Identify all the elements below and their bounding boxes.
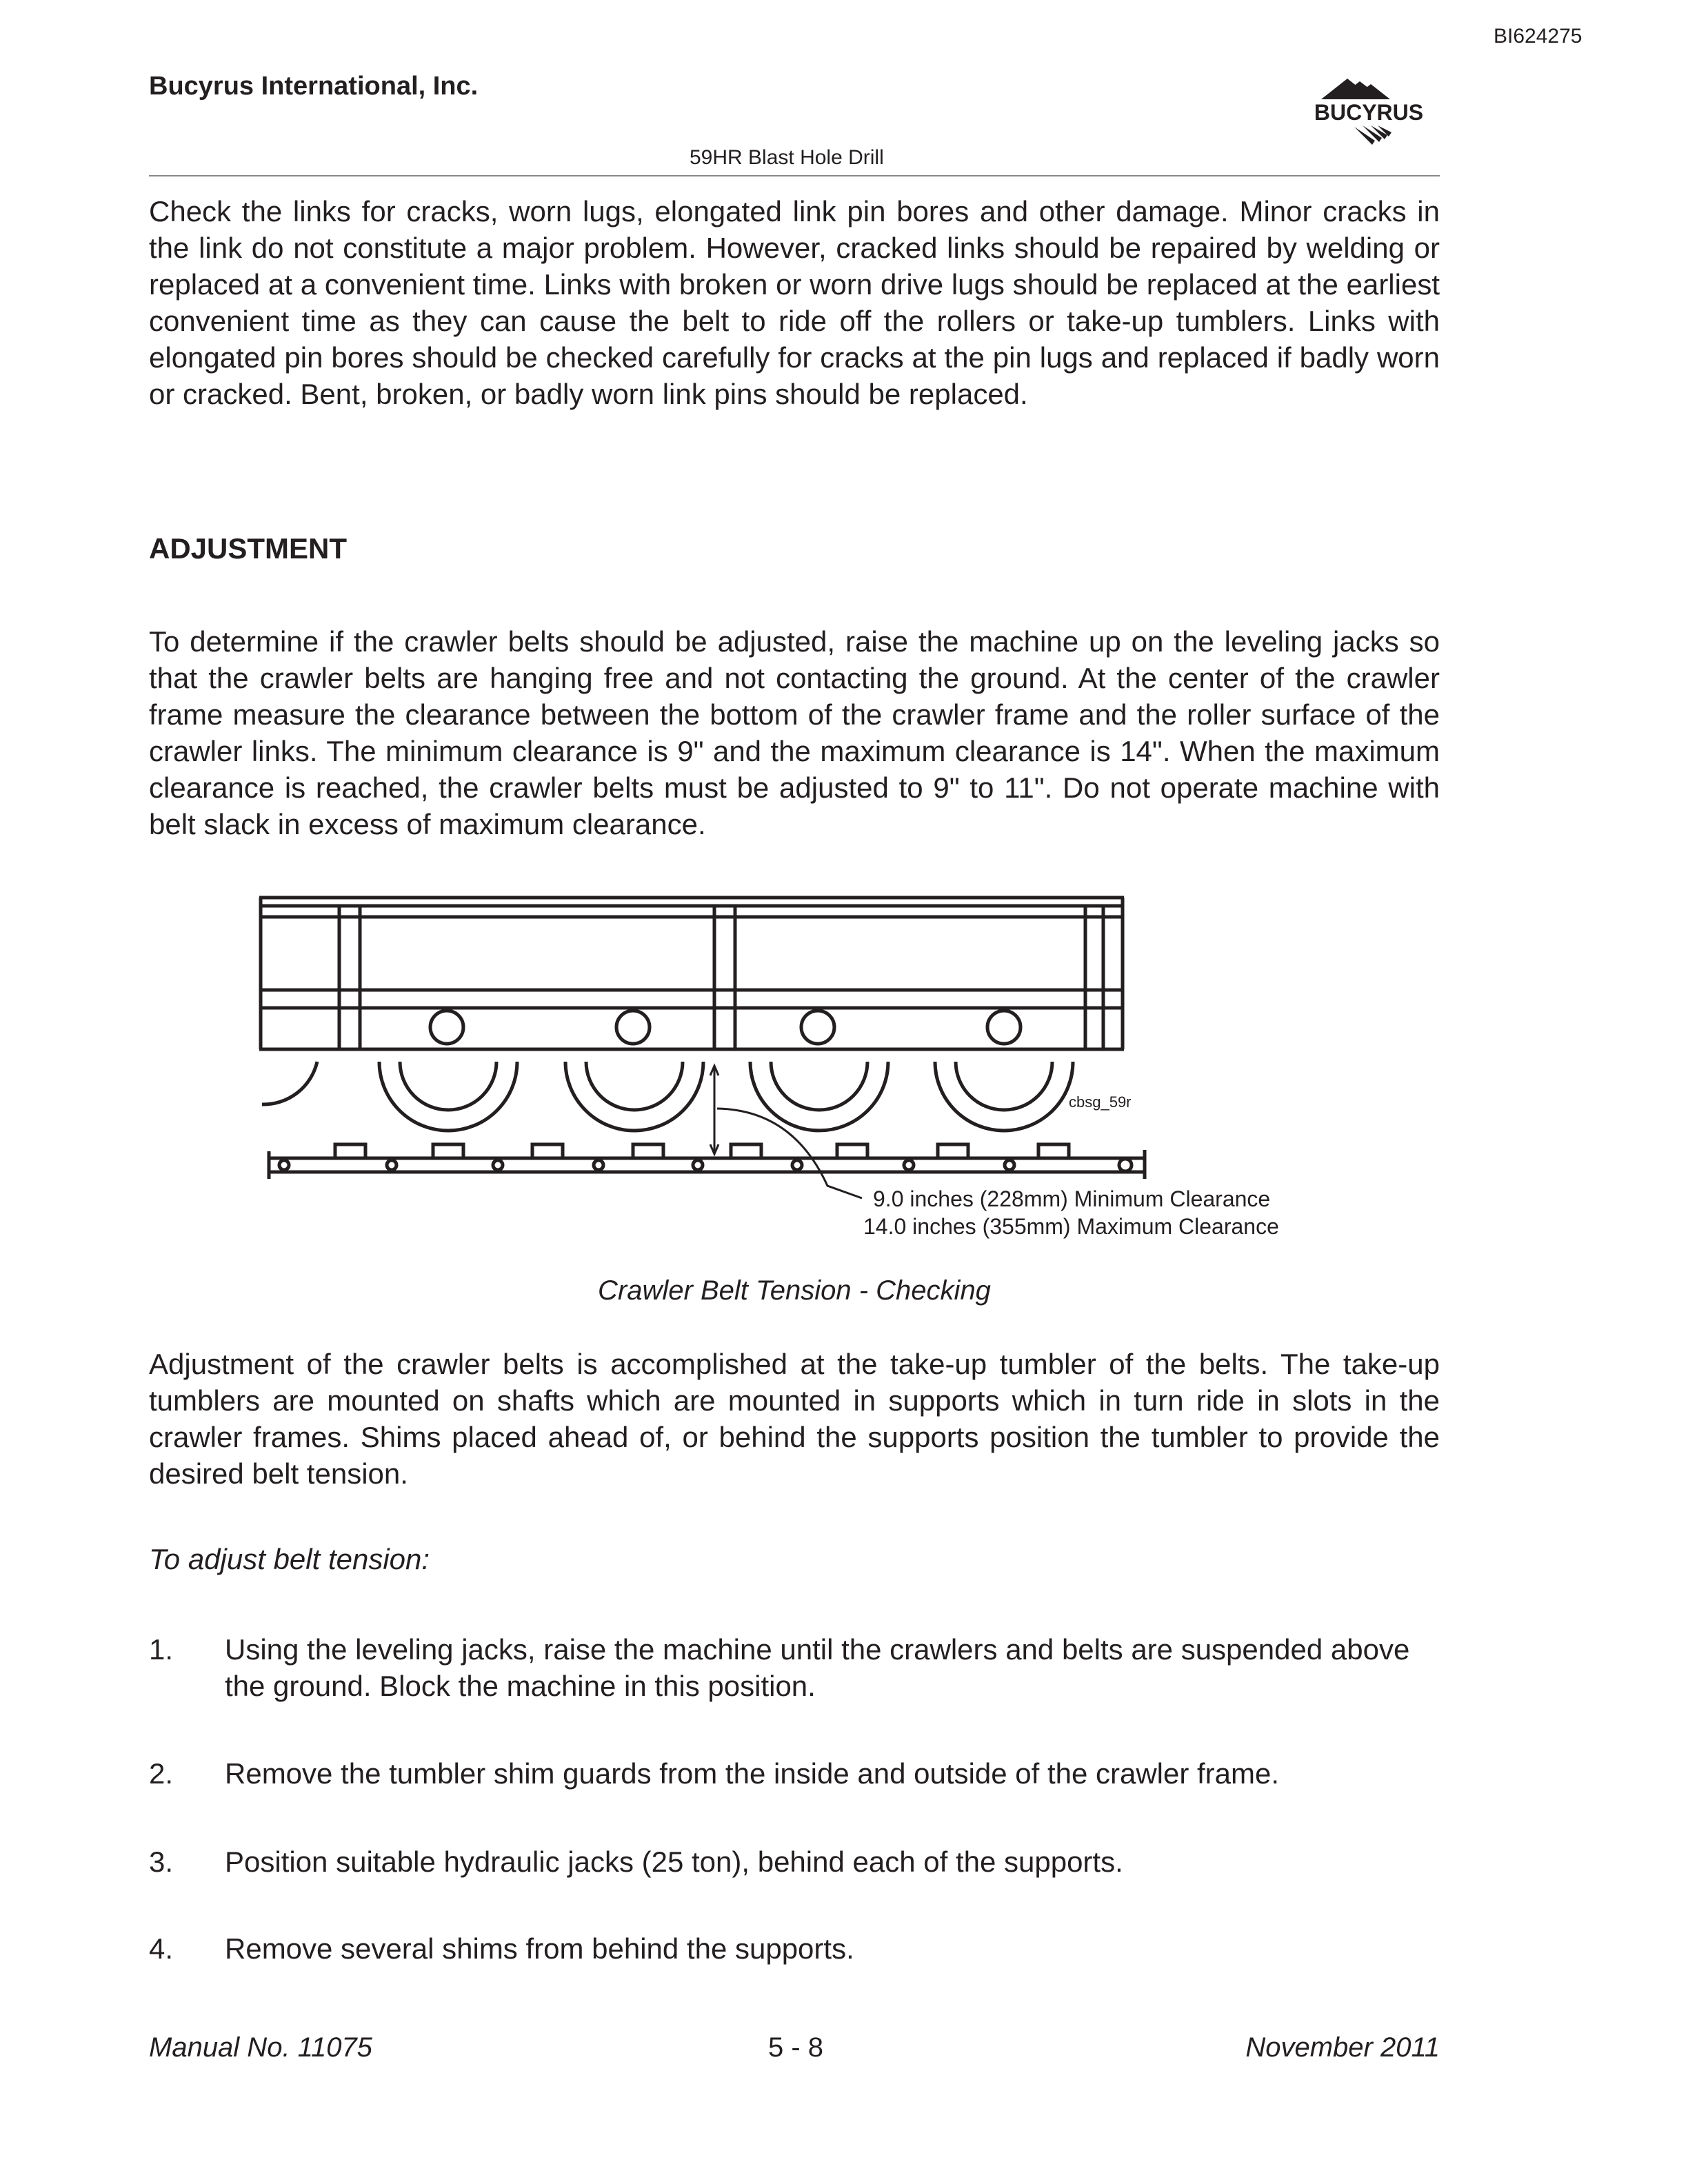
step-number: 4.	[149, 1932, 174, 1965]
crawler-belt-diagram	[255, 889, 1358, 1262]
step-text: Position suitable hydraulic jacks (25 ton), behind each of the supports.	[225, 1846, 1123, 1878]
page-number: 5 - 8	[768, 2032, 824, 2063]
document-id: BI624275	[1494, 25, 1582, 48]
step-item	[149, 1930, 1440, 1969]
document-subtitle: 59HR Blast Hole Drill	[690, 146, 884, 169]
link-inspection-paragraph: Check the links for cracks, worn lugs, elongated link pin bores and other damage. Minor cracks in the link do not constitute a major problem. However, cracked links should be repaired by welding or replaced at a convenient time. Links with broken or worn drive lugs should be replaced at the earliest convenient time as they can cause the belt to ride off the rollers or take-up tumblers. Links with elongated pin bores should be checked carefully for cracks at the pin lugs and replaced if badly worn or cracked. Bent, broken, or badly worn link pins should be replaced.	[149, 195, 1440, 410]
step-item	[149, 1755, 1440, 1794]
step-text: Remove several shims from behind the supports.	[225, 1932, 854, 1965]
section-heading: ADJUSTMENT	[149, 532, 348, 565]
company-name: Bucyrus International, Inc.	[149, 72, 479, 101]
step-text: Remove the tumbler shim guards from the inside and outside of the crawler frame.	[225, 1757, 1280, 1790]
step-number: 2.	[149, 1757, 174, 1790]
steps-intro: To adjust belt tension:	[149, 1543, 430, 1575]
publication-date: November 2011	[1245, 2032, 1440, 2063]
step-text: Using the leveling jacks, raise the machine until the crawlers and belts are suspended above the ground. Block the machine in this position.	[225, 1633, 1410, 1702]
step-item	[149, 1843, 1440, 1882]
bucyrus-logo	[1294, 72, 1444, 161]
manual-number: Manual No. 11075	[149, 2032, 372, 2063]
step-number: 1.	[149, 1633, 174, 1666]
svg-text:BUCYRUS: BUCYRUS	[1314, 100, 1424, 125]
max-clearance-label: 14.0 inches (355mm) Maximum Clearance	[863, 1214, 1279, 1239]
step-number: 3.	[149, 1846, 174, 1878]
figure-ref-code: cbsg_59r	[1069, 1093, 1132, 1111]
take-up-paragraph: Adjustment of the crawler belts is accomplished at the take-up tumbler of the belts. The take-up tumblers are mounted on shafts which are mounted in supports which in turn ride in slots in the crawler frames. Shims placed ahead of, or behind the supports position the tumbler to provide the desired belt tension.	[149, 1348, 1440, 1490]
min-clearance-label: 9.0 inches (228mm) Minimum Clearance	[873, 1186, 1271, 1211]
figure-caption: Crawler Belt Tension - Checking	[598, 1275, 991, 1306]
header-divider	[149, 175, 1440, 176]
adjustment-paragraph: To determine if the crawler belts should be adjusted, raise the machine up on the leveling jacks so that the crawler belts are hanging free and not contacting the ground. At the center of the crawler frame measure the clearance between the bottom of the crawler frame and the roller surface of the crawler links. The minimum clearance is 9" and the maximum clearance is 14". When the maximum clearance is reached, the crawler belts must be adjusted to 9" to 11". Do not operate machine with belt slack in excess of maximum clearance.	[149, 625, 1440, 840]
step-item	[149, 1631, 1440, 1707]
